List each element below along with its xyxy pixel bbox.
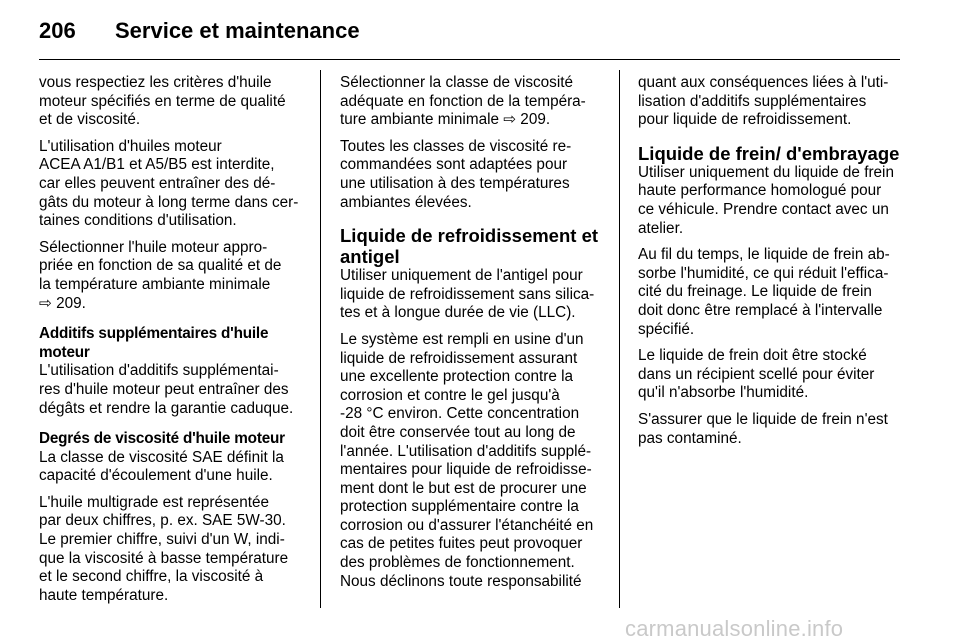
- text-line: tes et à longue durée de vie (LLC).: [340, 304, 576, 322]
- text-line: lisation d'additifs supplémentaires: [638, 92, 867, 110]
- section-heading-coolant: [340, 225, 606, 267]
- column-divider: [320, 70, 321, 608]
- text-line: doit donc être remplacé à l'intervalle: [638, 301, 883, 319]
- text-line: cas de petites fuites peut provoquer: [340, 535, 583, 553]
- text-line: taines conditions d'utilisation.: [39, 212, 237, 230]
- text-line: mentaires pour liquide de refroidisse-: [340, 461, 592, 479]
- text-line: L'huile multigrade est représentée: [39, 493, 269, 511]
- text-line: Nous déclinons toute responsabilité: [340, 572, 582, 590]
- paragraph: [638, 164, 904, 238]
- text-line: qu'il n'absorbe l'humidité.: [638, 384, 809, 402]
- text-line: Additifs supplémentaires d'huile: [39, 325, 269, 343]
- text-line: adéquate en fonction de la tempéra-: [340, 92, 586, 110]
- sub-heading-oil-additives: [39, 325, 307, 362]
- text-line: et de viscosité.: [39, 111, 141, 129]
- watermark: carmanualsonline.info: [625, 616, 844, 641]
- text-line: par deux chiffres, p. ex. SAE 5W-30.: [39, 512, 286, 530]
- text-line: pour liquide de refroidissement.: [638, 111, 852, 129]
- text-line: antigel: [340, 246, 400, 268]
- text-line: atelier.: [638, 219, 684, 237]
- text-line: priée en fonction de sa qualité et de: [39, 257, 282, 275]
- text-line: Degrés de viscosité d'huile moteur: [39, 430, 285, 448]
- text-line: Utiliser uniquement de l'antigel pour: [340, 267, 583, 285]
- text-line: Le système est rempli en usine d'un: [340, 330, 584, 348]
- paragraph: [340, 74, 606, 130]
- paragraph: [638, 347, 904, 403]
- text-line: Le premier chiffre, suivi d'un W, indi-: [39, 531, 285, 549]
- text-line: L'utilisation d'additifs supplémentai-: [39, 362, 279, 380]
- text-line: corrosion ou d'assurer l'étanchéité en: [340, 516, 594, 534]
- paragraph: [39, 362, 307, 418]
- text-line: Liquide de frein/ d'embrayage: [638, 142, 900, 164]
- paragraph: [39, 239, 307, 313]
- text-line: que la viscosité à basse température: [39, 549, 289, 567]
- text-line: S'assurer que le liquide de frein n'est: [638, 410, 888, 428]
- text-line: spécifié.: [638, 320, 695, 338]
- paragraph: [39, 449, 307, 486]
- text-line: Sélectionner la classe de viscosité: [340, 74, 573, 91]
- text-line: L'utilisation d'huiles moteur: [39, 137, 222, 155]
- paragraph: [39, 494, 307, 606]
- text-line: res d'huile moteur peut entraîner des: [39, 380, 289, 398]
- text-line: haute température.: [39, 586, 169, 604]
- text-line: moteur spécifiés en terme de qualité: [39, 92, 286, 110]
- column-divider: [619, 70, 620, 608]
- text-line: ment dont le but est de procurer une: [340, 479, 587, 497]
- text-line: cité du freinage. Le liquide de frein: [638, 283, 872, 301]
- text-line: quant aux conséquences liées à l'uti-: [638, 74, 889, 91]
- text-line: dégâts et rendre la garantie caduque.: [39, 399, 294, 417]
- text-line: haute performance homologué pour: [638, 182, 882, 200]
- text-line: corrosion et contre le gel jusqu'à: [340, 386, 560, 404]
- text-line: ce véhicule. Prendre contact avec un: [638, 200, 889, 218]
- text-line: des problèmes de fonctionnement.: [340, 554, 575, 572]
- paragraph: [340, 267, 606, 323]
- text-line: Au fil du temps, le liquide de frein ab-: [638, 246, 890, 264]
- text-line: ACEA A1/B1 et A5/B5 est interdite,: [39, 156, 275, 174]
- text-line: pas contaminé.: [638, 429, 742, 447]
- paragraph: [638, 246, 904, 339]
- text-line: Utiliser uniquement du liquide de frein: [638, 163, 894, 181]
- paragraph: [340, 331, 606, 591]
- text-line: la température ambiante minimale: [39, 275, 271, 293]
- text-line: dans un récipient scellé pour éviter: [638, 365, 875, 383]
- header-rule: [39, 59, 900, 60]
- text-line: Toutes les classes de viscosité re-: [340, 137, 572, 155]
- text-column-1: [39, 74, 307, 613]
- text-line: liquide de refroidissement sans silica-: [340, 285, 595, 303]
- text-line: Liquide de refroidissement et: [340, 225, 599, 247]
- text-line: sorbe l'humidité, ce qui réduit l'effica-: [638, 264, 889, 282]
- text-line: commandées sont adaptées pour: [340, 156, 568, 174]
- paragraph: [638, 74, 904, 130]
- text-line: ⇨ 209.: [39, 294, 86, 312]
- text-line: Le liquide de frein doit être stocké: [638, 347, 867, 365]
- paragraph: [638, 411, 904, 448]
- text-line: ambiantes élevées.: [340, 193, 472, 211]
- text-line: protection supplémentaire contre la: [340, 498, 579, 516]
- text-line: et le second chiffre, la viscosité à: [39, 568, 264, 586]
- text-line: vous respectiez les critères d'huile: [39, 74, 272, 91]
- sub-heading-viscosity: [39, 430, 307, 449]
- text-line: liquide de refroidissement assurant: [340, 349, 578, 367]
- page-header: [39, 14, 899, 48]
- text-line: gâts du moteur à long terme dans cer-: [39, 193, 299, 211]
- text-line: une utilisation à des températures: [340, 174, 570, 192]
- text-line: Sélectionner l'huile moteur appro-: [39, 238, 268, 256]
- text-line: l'année. L'utilisation d'additifs supplé-: [340, 442, 592, 460]
- section-heading-brake-fluid: [638, 143, 904, 164]
- text-line: doit être conservée tout au long de: [340, 423, 576, 441]
- page-number: 206: [39, 18, 76, 43]
- page-title: Service et maintenance: [115, 18, 360, 43]
- text-column-2: [340, 74, 606, 599]
- text-column-3: [638, 74, 904, 456]
- paragraph: [340, 138, 606, 212]
- text-line: car elles peuvent entraîner des dé-: [39, 174, 276, 192]
- text-line: capacité d'écoulement d'une huile.: [39, 467, 273, 485]
- text-line: La classe de viscosité SAE définit la: [39, 448, 284, 466]
- text-line: moteur: [39, 343, 90, 361]
- text-line: ture ambiante minimale ⇨ 209.: [340, 111, 551, 129]
- paragraph: [39, 138, 307, 231]
- text-line: -28 °C environ. Cette concentration: [340, 405, 580, 423]
- text-line: une excellente protection contre la: [340, 368, 574, 386]
- paragraph: [39, 74, 307, 130]
